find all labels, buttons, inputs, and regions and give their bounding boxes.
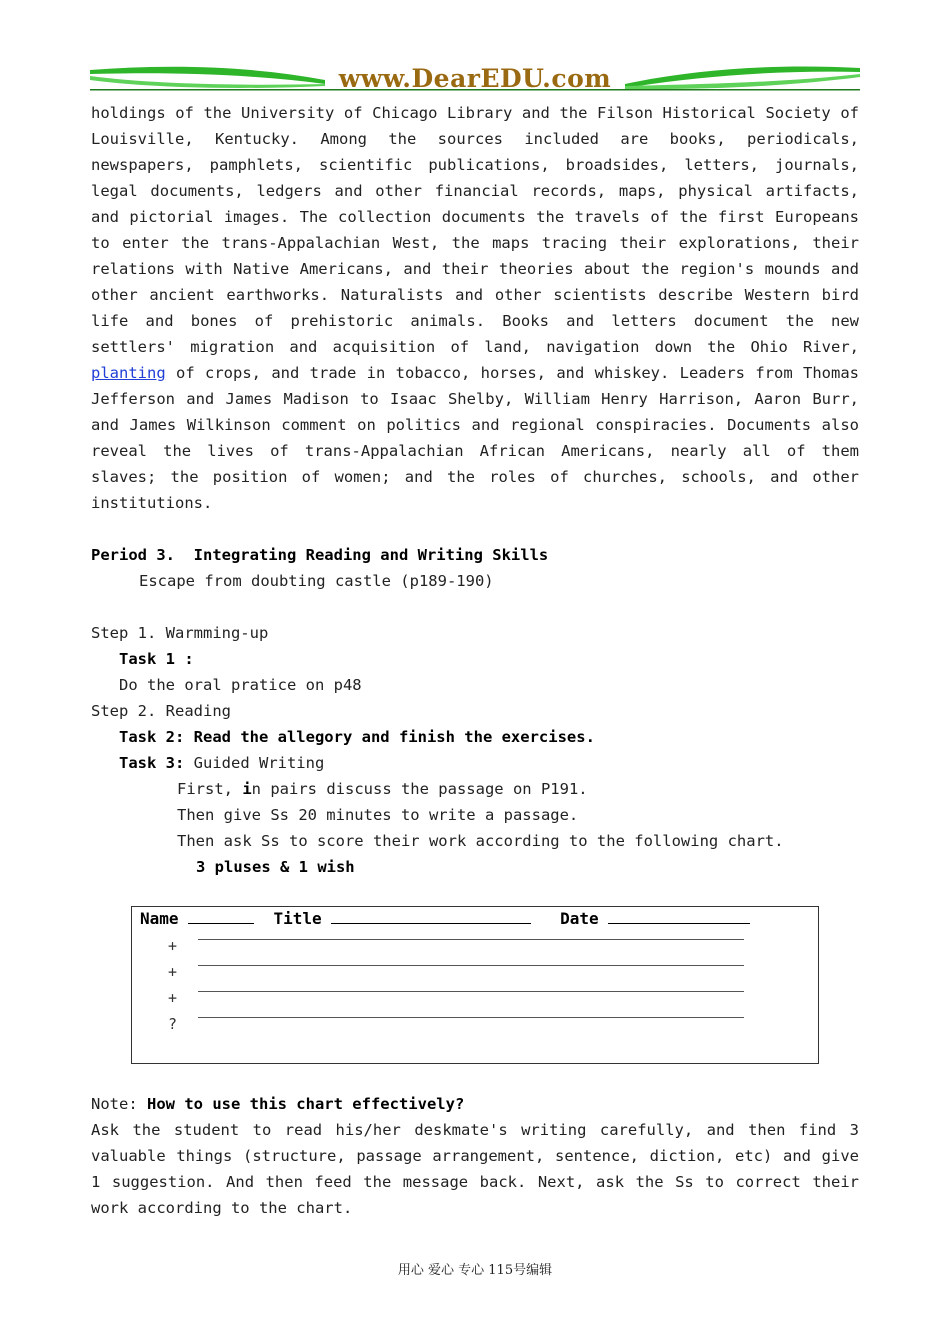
task-1-label: Task 1 : xyxy=(119,650,194,668)
note-section xyxy=(91,1091,859,1221)
note-label: Note: xyxy=(91,1095,147,1113)
task-3-label: Task 3: xyxy=(119,754,185,772)
chart-title: 3 pluses & 1 wish xyxy=(196,858,355,876)
note-heading xyxy=(91,1091,859,1117)
date-label: Date xyxy=(560,909,599,928)
title-field[interactable] xyxy=(331,909,531,924)
instruction-line-2: Then give Ss 20 minutes to write a passage. xyxy=(177,806,579,824)
plus-marker: + xyxy=(168,989,178,1007)
site-logo[interactable]: www.DearEDU.com xyxy=(338,64,612,93)
period-title: Period 3. Integrating Reading and Writing Skills xyxy=(91,546,549,564)
name-label: Name xyxy=(140,909,179,928)
period-subtitle: Escape from doubting castle (p189-190) xyxy=(139,572,494,590)
planting-link[interactable]: planting xyxy=(91,364,166,382)
task-2-text: Task 2: Read the allegory and finish the exercises. xyxy=(119,728,595,746)
wish-marker: ? xyxy=(168,1015,178,1033)
task-1-text: Do the oral pratice on p48 xyxy=(119,676,362,694)
chart-header-row xyxy=(140,909,750,928)
wish-line[interactable] xyxy=(198,1017,744,1018)
plus-line[interactable] xyxy=(198,965,744,966)
intro-paragraph xyxy=(91,100,859,516)
document-body xyxy=(91,100,859,880)
name-field[interactable] xyxy=(188,909,254,924)
plus-marker: + xyxy=(168,937,178,955)
plus-marker: + xyxy=(168,963,178,981)
date-field[interactable] xyxy=(608,909,750,924)
title-label: Title xyxy=(273,909,322,928)
note-body: Ask the student to read his/her deskmate's writing carefully, and then find 3 valuable things (structure, passage arrangement, sentence, diction, etc) and give 1 suggestion. And then feed the message back. Next, ask the Ss to correct their work according to the chart. xyxy=(91,1121,859,1217)
page-footer: 用心 爱心 专心 115号编辑 xyxy=(397,1263,553,1278)
intro-text-start: holdings of the University of Chicago Library and the Filson Historical Society of Louisville, Kentucky. Among the sources included are books, periodicals, newspapers, pamphlets, scientific publications, broadsides, letters, journals, legal documents, ledgers and other financial records, maps, physical artifacts, and pictorial images. The collection documents the travels of the first Europeans to enter the trans-Appalachian West, the maps tracing their explorations, their relations with Native Americans, and their theories about the region's mounds and other ancient earthworks. Naturalists and other scientists describe Western bird life and bones of prehistoric animals. Books and letters document the new settlers' migration and acquisition of land, navigation down the Ohio River, xyxy=(91,104,859,356)
instruction-line-3: Then ask Ss to score their work according to the following chart. xyxy=(177,832,784,850)
step-1-heading: Step 1. Warmming-up xyxy=(91,624,269,642)
intro-text-end: of crops, and trade in tobacco, horses, and whiskey. Leaders from Thomas Jefferson and James Madison to Isaac Shelby, William Henry Harrison, Aaron Burr, and James Wilkinson comment on politics and regional conspiracies. Documents also reveal the lives of trans-Appalachian African Americans, nearly all of them slaves; the position of women; and the roles of churches, schools, and other institutions. xyxy=(91,364,859,512)
note-question: How to use this chart effectively? xyxy=(147,1095,465,1113)
feedback-chart xyxy=(131,906,819,1064)
step-2-heading: Step 2. Reading xyxy=(91,702,231,720)
plus-line[interactable] xyxy=(198,991,744,992)
plus-line[interactable] xyxy=(198,939,744,940)
site-header xyxy=(90,62,860,96)
task-3-text: Guided Writing xyxy=(184,754,325,772)
instruction-line-1: First, in pairs discuss the passage on P191. xyxy=(177,780,588,798)
task-3-line xyxy=(91,750,859,776)
